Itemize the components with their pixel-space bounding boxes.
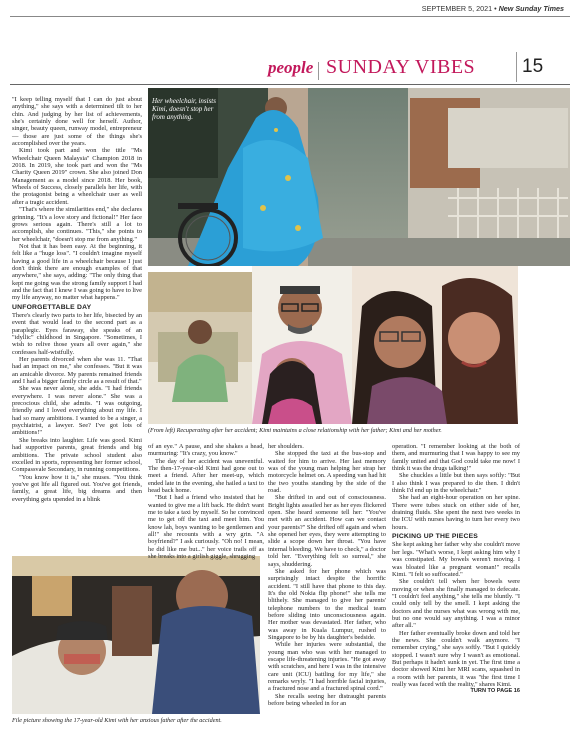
photo-mother-image xyxy=(352,266,518,424)
col3-paragraph: her shoulders. xyxy=(268,443,304,450)
col3-paragraph: She asked for her phone which was surprisingly intact despite the horrific accident. "I still have that phone to this day. It's the old Nokia flip phone!" she tells me blithely. She managed to give her parents' telephone numbers to the medical team before sliding into unconsciousness again. Her mother was devastated. Her father, who was away in Kuala Lumpur, rushed to Singapore to be by his daughter's bedside. xyxy=(268,567,386,641)
photo-recuperating-image xyxy=(148,272,252,424)
turn-to-page-link[interactable]: TURN TO PAGE 16 xyxy=(470,688,520,695)
article-col-3 xyxy=(268,443,386,707)
photo-father-image xyxy=(252,266,352,424)
col2-paragraph: of an eye." A pause, and she shakes a head, murmuring: "It's crazy, you know." xyxy=(148,443,264,458)
col1-paragraph: Kimi took part and won the title "Ms Wheelchair Queen Malaysia" Champion 2018 in 2018. In 2019, she took part and won the "Ms Charity Queen 2019" crown. She also joined Don Management as a model since 2018. Her book, Wheels of Success, closely parallels her life, with the protagonist being a wheelchair user as well after a tragic accident. xyxy=(12,147,142,206)
top-rule xyxy=(10,16,570,17)
photo-father-accident-image xyxy=(12,556,260,714)
col1-paragraph: She breaks into laughter. Life was good. Kimi had supportive parents, great friends and big ambitions. The private school student also excelled in sports, representing her former school, Compassvale Secondary, in running competitions. xyxy=(12,436,142,474)
col3-paragraph: While her injuries were substantial, the young man who was with her managed to escape life-threatening injuries. "He got away with scratches, and here I was in the intensive care unit (ICU) battling for my life," she remarks wryly. "I had horrible facial injuries, a fractured nose and a fractured spinal cord." xyxy=(268,641,386,693)
photo-wheelchair-caption: Her wheelchair, insists Kimi, doesn't stop her from anything. xyxy=(152,97,216,121)
photo-father xyxy=(252,266,352,424)
col2-paragraph: The day of her accident was uneventful. The then-17-year-old Kimi had gone out to meet a friend. After her meet-up, which ended late in the evening, she hailed a taxi to head back home. xyxy=(148,457,264,495)
col3-paragraph: She stopped the taxi at the bus-stop and waited for him to arrive. Her last memory was of the young man helping her strap her motorcycle helmet on. A speeding van had hit the two youths standing by the side of the road. xyxy=(268,450,386,495)
col4-paragraph: She had an eight-hour operation on her spine. There were tubes stuck on either side of her, draining fluids. She spent the next two weeks in the ICU with nurses having to turn her every two hours. xyxy=(392,494,520,531)
paper-name: New Sunday Times xyxy=(498,4,564,13)
issue-date: SEPTEMBER 5, 2021 xyxy=(421,4,493,13)
col4-paragraph: She chuckles a little but then says softly: "But I also think I was prepared to die then. I didn't think I'd end up in the wheelchair." xyxy=(392,472,520,495)
subheading-picking-up-the-pieces: PICKING UP THE PIECES xyxy=(392,533,479,541)
col3-paragraph: She recalls seeing her distraught parents before being wheeled in for an xyxy=(268,692,386,708)
col1-paragraph: "That's where the similarities end," she declares grinning. "It's a love story and fictional!" Her face grows serious again. There's still a lot to accomplish, she continues. "This," she points to her wheelchair, "doesn't stop me from anything." xyxy=(12,206,142,243)
col4-paragraph: She couldn't tell when her bowels were moving or when she finally managed to defecate. "I couldn't feel anything," she tells me bluntly. "I could only tell by the smell. I kept asking the doctors and the nurses what was wrong with me, but no one would say anything. I was a minor after all." xyxy=(392,578,520,630)
col1-paragraph: Her parents divorced when she was 11. "That had an impact on me," she confesses. "But it was an amicable divorce. My parents remained friends and I had a bigger family circle as a result of that." xyxy=(12,356,142,386)
photo-mother xyxy=(352,266,518,424)
subheading-unforgettable-day: UNFORGETTABLE DAY xyxy=(12,303,92,311)
col1-paragraph: "You know how it is," she muses. "You think you've got life all figured out. You've got friends, family, a great life, big dreams and then everything gets upended in a blink xyxy=(12,473,142,503)
section-rule xyxy=(10,84,570,85)
header-date xyxy=(404,4,564,13)
photo-accident-caption: File picture showing the 17-year-old Kimi with her anxious father after the accident. xyxy=(12,717,222,724)
article-col-1 xyxy=(12,96,142,503)
section-divider xyxy=(318,62,319,80)
section-title: SUNDAY VIBES xyxy=(326,56,476,78)
col3-paragraph: She drifted in and out of consciousness. Bright lights assailed her as her eyes flickered open. She heard someone tell her: "You've met with an accident. How can we contact your parents?" She drifted off again and when she opened her eyes, they were attempting to slide a scope down her throat. "You have internal bleeding. We have to check," a doctor told her. "Everything felt so surreal," she says, shuddering. xyxy=(268,494,386,568)
photo-trio-caption: (From left) Recuperating after her accident; Kimi maintains a close relationship with her father; Kimi and her mother. xyxy=(148,427,442,434)
col4-paragraph: She kept asking her father why she couldn't move her legs. "What's worse, I kept asking him why I was constipated. My bowels weren't moving. I was bloated like a pregnant woman!" recalls Kimi. "I felt so suffocated." xyxy=(392,541,520,578)
article-col-4 xyxy=(392,443,520,696)
col1-paragraph: She was never alone, she adds. "I had friends everywhere. I was never alone." She was a precocious child, she admits. "I was outgoing, friendly and I loved everything about my life. I had so many ambitions. I wanted to be a singer, a psychiatrist, a lawyer. See? I've got lots of ambitions!" xyxy=(12,385,142,437)
col1-paragraph: "I keep telling myself that I can do just about anything," she says with a determined tilt to her chin. And judging by her list of achievements, she's certainly done well for herself. Author, singer, beauty queen, runway model, entrepreneur — those are just some of the things she's accomplished over the years. xyxy=(12,96,142,148)
page-divider xyxy=(516,52,517,82)
separator: • xyxy=(494,4,499,13)
section-label: people xyxy=(268,58,314,77)
article-col-2 xyxy=(148,443,264,561)
col1-paragraph: There's clearly two parts to her life, bisected by an event that would lead to the second part as a paraplegic. Eyes faraway, she speaks of an "idyllic" childhood in Singapore. "Sometimes, I wish to relive those years all over again," she confesses half-wistfully. xyxy=(12,311,142,356)
col2-paragraph: "But I had a friend who insisted that he wanted to give me a lift back. He didn't want me to take a taxi by myself. So he convinced me to get off the taxi and meet him. You know lah, boys wanting to be gentlemen and all!" she recounts with a wry grin. "A boyfriend?" I ask curiously. "Oh no! I mean, he did like me but..." her voice trails off as she breaks into a girlish giggle, shrugging xyxy=(148,494,264,561)
col1-paragraph: Not that it has been easy. At the beginning, it felt like a "huge loss". "I couldn't imagine myself having a good life in a wheelchair because I just don't think there are enough examples of that anywhere," she says, adding: "The only thing that kept me going was the strong family support I had and the fact that I knew I was going to have to live my life anyway, no matter what happens." xyxy=(12,242,142,302)
col4-paragraph: operation. "I remember looking at the both of them, and murmuring that I was happy to see my family united and that God could take me now! I think it was the drugs talking!" xyxy=(392,443,520,473)
photo-recuperating xyxy=(148,272,252,424)
col4-paragraph: Her father eventually broke down and told her the news. She couldn't walk anymore. "I remember crying," she says softly. "But I quickly stopped. I wasn't sure why I wasn't as emotional. But perhaps it hadn't sunk in yet. The first time a doctor showed Kimi her MRI scans, squashed in a room with her parents, it was "the first time I really was faced with the reality," shares Kimi. xyxy=(392,629,520,688)
photo-father-accident xyxy=(12,556,260,714)
page-number: 15 xyxy=(522,56,544,77)
